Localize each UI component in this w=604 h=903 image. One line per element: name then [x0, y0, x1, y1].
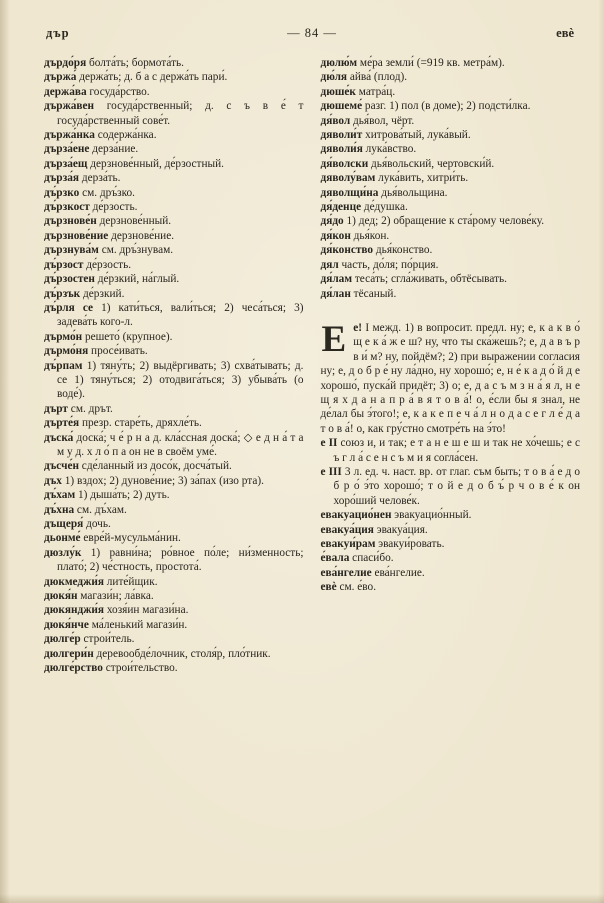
- dictionary-entry: дъ́рпам 1) тяну́ть; 2) выдёргивать; 3) схва́тывать; д. се 1) тяну́ться; 2) отодвига́ться; 3) убыва́ть (о воде́).: [44, 359, 304, 401]
- headword: дъ́рзко: [44, 186, 80, 199]
- headword: е́вала: [320, 552, 350, 565]
- dictionary-entry: евѐ см. е́во.: [320, 581, 377, 594]
- headword: дъ́рля се: [44, 301, 93, 314]
- dictionary-entry: дюлгери́н деревообде́лочник, столя́р, пло́тник.: [44, 647, 271, 660]
- headword: дъ́хам: [44, 489, 76, 502]
- headword: е!: [353, 321, 362, 334]
- headword: дъх: [44, 474, 62, 487]
- dictionary-entry: дъщеря́ дочь.: [44, 518, 111, 530]
- dictionary-entry: дя́лан тёсаный.: [320, 287, 397, 300]
- headword: держа́ва: [44, 85, 87, 98]
- dictionary-entry: дя́до 1) дед; 2) обращение к ста́рому челове́ку.: [320, 215, 545, 228]
- headword: дюкя́н: [44, 590, 78, 603]
- headword: дърте́я: [44, 417, 80, 430]
- dictionary-entry: дяволи́т хитрова́тый, лука́вый.: [320, 129, 471, 142]
- dictionary-entry: дъска́ доска́; ч е́ р н а д. кла́ссная доска́; ◇ е д н а́ т а м у д. х л о́ п а он не в своём уме́.: [44, 431, 304, 458]
- dictionary-entry: дюшеме́ разг. 1) пол (в доме); 2) подсти́лка.: [320, 100, 531, 113]
- headword: е II: [320, 437, 338, 450]
- headword: дюше́к: [320, 85, 356, 98]
- headword: дърза́ене: [44, 143, 90, 156]
- dictionary-entry: дяволщи́на дья́вольщина.: [320, 186, 448, 199]
- dictionary-entry: дюкя́н магази́н; ла́вка.: [44, 590, 154, 603]
- headword: дя́до: [320, 215, 344, 228]
- headword: дърмо́ня: [44, 345, 89, 358]
- dictionary-entry: дюкя́нче ма́ленький магази́н.: [44, 618, 188, 631]
- text-columns: [44, 56, 580, 675]
- dictionary-entry: дя́конство дья́конство.: [320, 244, 433, 257]
- headword: евѐ: [320, 581, 337, 594]
- dictionary-entry: дю́ля айва́ (плод).: [320, 71, 408, 84]
- headword: дя́лам: [320, 273, 353, 286]
- dictionary-entry: дюлге́рство строи́тельство.: [44, 662, 178, 675]
- dictionary-entry: дъ́рля се 1) кати́ться, вали́ться; 2) чеса́ться; 3) задева́ть кого-л.: [44, 301, 304, 329]
- left-column: [44, 56, 304, 675]
- dictionary-entry: ева́нгелие ева́нгелие.: [320, 566, 425, 579]
- dictionary-entry: дъ́рзкост де́рзость.: [44, 201, 138, 214]
- dictionary-entry: държа́нка содержа́нка.: [44, 129, 157, 142]
- headword: дяволщи́на: [320, 186, 379, 199]
- headword: дя́кон: [320, 229, 351, 242]
- dictionary-entry: дяволи́я лука́вство.: [320, 143, 417, 156]
- headword: дюлге́рство: [44, 662, 103, 675]
- dictionary-entry: дъ́рзостен де́рзкий, на́глый.: [44, 273, 180, 286]
- headword: дюкянджи́я: [44, 604, 105, 617]
- headword: дял: [320, 258, 339, 271]
- headword: евакуацио́нен: [320, 509, 392, 522]
- dictionary-entry: дял часть, до́ля; по́рция.: [320, 258, 439, 271]
- dictionary-entry: дърмо́ня просе́ивать.: [44, 345, 148, 358]
- headword: дюшеме́: [320, 100, 363, 113]
- headword: ева́нгелие: [320, 566, 372, 579]
- headword: дъ́рзост: [44, 258, 84, 271]
- dictionary-entry: дъ́рзък де́рзкий.: [44, 287, 125, 300]
- header-guide-word-left: дър: [46, 26, 70, 40]
- headword: дъ́хна: [44, 503, 75, 516]
- dictionary-entry: дюлю́м ме́ра земли́ (=919 кв. метра́м).: [320, 57, 505, 69]
- dictionary-entry: е III 3 л. ед. ч. наст. вр. от глаг. съм быть; т о в а́ е д о б р о́ э́то хорошо́; т о й е д о б ъ́ р ч о в е́ к он хоро́ший челове́к.: [320, 465, 580, 507]
- dictionary-entry: дъ́хам 1) дыша́ть; 2) дуть.: [44, 489, 170, 502]
- page-number: — 84 —: [287, 26, 337, 40]
- dictionary-entry: дя́кон дья́кон.: [320, 229, 390, 242]
- dictionary-entry: дюлге́р строи́тель.: [44, 633, 135, 646]
- headword: дюзлу́к: [44, 546, 82, 559]
- dictionary-entry: държа́вен госуда́рственный; д. с ъ в е́ т госуда́рственный сове́т.: [44, 100, 304, 127]
- dictionary-entry: дюкянджи́я хозя́ин магази́на.: [44, 604, 189, 617]
- headword: дюлгери́н: [44, 647, 94, 660]
- dictionary-entry: держа́ва госуда́рство.: [44, 85, 150, 98]
- headword: дя́лан: [320, 287, 351, 300]
- headword: дърдо́ря: [44, 57, 87, 69]
- headword: евакуи́рам: [320, 538, 376, 550]
- dictionary-entry: дюзлу́к 1) равни́на; ро́вное по́ле; ни́зменность; плато́; 2) че́стность, простота́.: [44, 546, 304, 574]
- headword: дюкмеджи́я: [44, 575, 104, 588]
- headword: дя́волски: [320, 157, 369, 170]
- headword: дързнове́ние: [44, 229, 109, 242]
- headword: дюкя́нче: [44, 618, 89, 631]
- dictionary-entry: дъ́рзост де́рзость.: [44, 258, 132, 271]
- dictionary-entry: дързнове́н дерзнове́нный.: [44, 215, 172, 228]
- dropcap-letter: Е: [321, 318, 347, 360]
- headword: държа́нка: [44, 129, 95, 142]
- headword: дърт: [44, 402, 68, 415]
- headword: дяволи́т: [320, 129, 363, 142]
- dictionary-entry: държа́ держа́ть; д. б а с держа́ть пари́.: [44, 71, 228, 84]
- dictionary-entry: дърмо́н решето́ (крупное).: [44, 330, 173, 343]
- dictionary-entry: евакуа́ция эвакуа́ция.: [320, 523, 428, 536]
- headword: дързнува́м: [44, 244, 99, 257]
- dictionary-entry: дя́лам теса́ть; сгла́живать, обтёсывать.: [320, 273, 507, 286]
- right-column: [321, 56, 581, 675]
- dictionary-entry: дя́волски дья́вольский, чертовски́й.: [320, 157, 495, 170]
- dictionary-entry: дьонме́ евре́й-мусульма́нин.: [44, 532, 181, 545]
- dictionary-entry: дърте́я презр. старе́ть, дряхле́ть.: [44, 417, 202, 430]
- dictionary-entry: евакуи́рам эвакуи́ровать.: [320, 538, 445, 550]
- headword: дъсче́н: [44, 460, 79, 473]
- headword: дю́ля: [320, 71, 348, 84]
- headword: дъ́рпам: [44, 359, 83, 372]
- headword: държа́вен: [44, 100, 95, 113]
- dictionary-entry: дърт см. дрът.: [44, 402, 113, 415]
- dictionary-entry: дързнове́ние дерзнове́ние.: [44, 229, 175, 242]
- headword: дъщеря́: [44, 518, 84, 530]
- dictionary-entry: евакуацио́нен эвакуацио́нный.: [320, 509, 472, 522]
- dictionary-entry: дърдо́ря болта́ть; бормота́ть.: [44, 57, 184, 69]
- headword: дъ́рзък: [44, 287, 81, 300]
- headword: дя́денце: [320, 201, 362, 214]
- headword: дъ́рзостен: [44, 273, 95, 286]
- headword: дъска́: [44, 431, 74, 444]
- dictionary-entry: дъ́рзко см. дръ́зко.: [44, 186, 136, 199]
- headword: дяволу́вам: [320, 172, 376, 185]
- dictionary-entry: дърза́я дерза́ть.: [44, 172, 121, 185]
- dictionary-entry: дюкмеджи́я лите́йщик.: [44, 575, 158, 588]
- headword: държа́: [44, 71, 77, 84]
- dictionary-entry: е II союз и, и так; е т а н е ш е ш и так не хо́чешь; е с ъ г л а́ с е н с ъ м и я согла́сен.: [320, 437, 580, 464]
- headword: дюлю́м: [320, 57, 358, 69]
- headword: дяволи́я: [320, 143, 363, 156]
- headword: дърза́я: [44, 172, 80, 185]
- dictionary-entry: дързнува́м см. дръ́знувам.: [44, 244, 174, 257]
- headword: дързнове́н: [44, 215, 97, 228]
- headword: евакуа́ция: [320, 523, 374, 536]
- dictionary-entry: дяволу́вам лука́вить, хитри́ть.: [320, 172, 469, 185]
- dictionary-entry: дя́денце де́душка.: [320, 201, 408, 214]
- dictionary-entry: дърза́ене дерза́ние.: [44, 143, 139, 156]
- headword: дя́вол: [320, 114, 351, 127]
- dictionary-entry: дя́вол дья́вол, чёрт.: [320, 114, 415, 127]
- dictionary-entry: дъх 1) вздох; 2) дунове́ние; 3) за́пах (изо рта).: [44, 474, 264, 487]
- dictionary-entry: дъ́хна см. дъ́хам.: [44, 503, 127, 516]
- headword: е III: [320, 465, 342, 478]
- headword: дърза́ещ: [44, 157, 88, 170]
- dictionary-entry: Ее! I межд. 1) в вопросит. предл. ну; е, к а к в о́ щ е к а́ ж е ш? ну, что ты ска́жешь?; е, д а в ъ р в и́ м? ну, пойдём?; 2) при выражении согласия ну; е, д о б р е́ ну ла́дно, ну хорошо́; е, н е́ к а д о́ й д е хорошо́, пуска́й придёт; 3) о; е, д а с ъ м з н а́ я л, н е щ я х д а н а п р а́ в я т о в а́! о, е́сли бы я знал, не де́лал бы э́того!; е, к а к е п е ч а́ л н о д а с е г л е́ д а т о в а́! о, как гру́стно смотре́ть на э́то!: [320, 318, 580, 435]
- header-guide-word-right: евѐ: [556, 26, 574, 40]
- headword: дърмо́н: [44, 330, 83, 343]
- headword: дюлге́р: [44, 633, 81, 646]
- running-head: [44, 26, 580, 44]
- headword: дьонме́: [44, 532, 81, 545]
- headword: дъ́рзкост: [44, 201, 90, 214]
- dictionary-entry: дърза́ещ дерзнове́нный, де́рзостный.: [44, 157, 224, 170]
- dictionary-entry: е́вала спаси́бо.: [320, 552, 394, 565]
- dictionary-entry: дюше́к матра́ц.: [320, 85, 396, 98]
- dictionary-entry: дъсче́н сде́ланный из досо́к, досча́тый.: [44, 460, 232, 473]
- headword: дя́конство: [320, 244, 374, 257]
